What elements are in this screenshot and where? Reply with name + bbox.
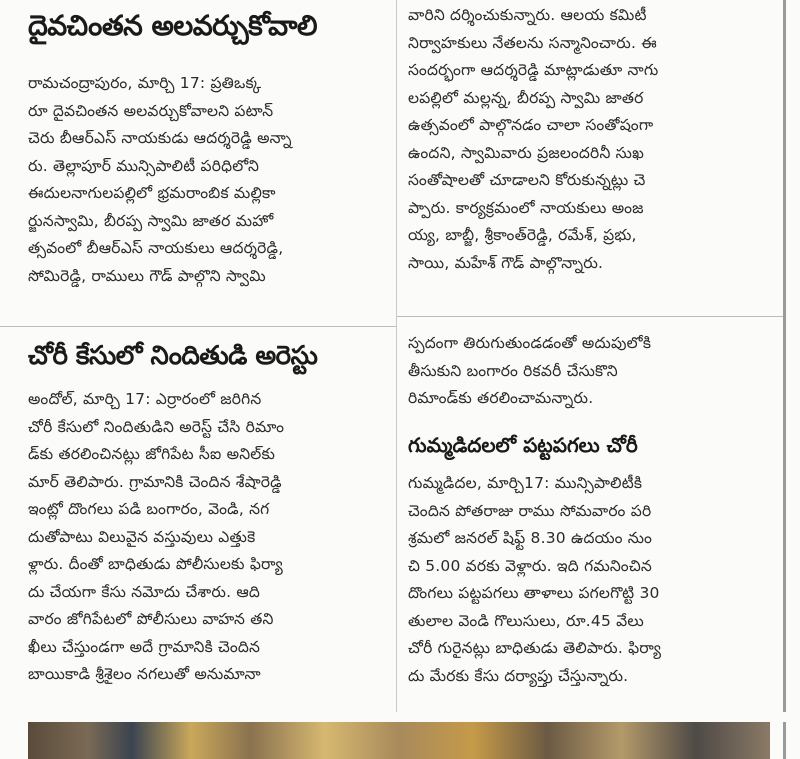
text-line: చెరు బీఆర్ఎస్ నాయకుడు ఆదర్శరెడ్డి అన్నా	[28, 129, 292, 147]
text-line: గుమ్మడిదల, మార్చి17: మున్సిపాలిటీకి	[408, 474, 643, 492]
text-line: వారిని దర్శించుకున్నారు. ఆలయ కమిటీ	[408, 6, 647, 24]
photo-strip-image	[28, 722, 770, 759]
text-line: దు మేరకు కేసు దర్యాప్తు చేస్తున్నారు.	[408, 666, 629, 685]
article1-headline-block	[28, 6, 388, 46]
section-divider-right	[397, 316, 783, 317]
text-line: తులాల వెండి గొలుసులు, రూ.45 వేలు	[408, 611, 644, 630]
text-line: ఉందని, స్వామివారు ప్రజలందరినీ సుఖ	[408, 143, 644, 162]
section-divider-left	[0, 326, 397, 327]
text-line: అందోల్, మార్చి 17: ఎర్రారంలో జరిగిన	[28, 390, 262, 408]
text-line: సందర్భంగా ఆదర్శరెడ్డి మాట్లాడుతూ నాగు	[408, 61, 659, 79]
text-line: మార్ తెలిపారు. గ్రామానికి చెందిన శేషారెడ్డి	[28, 472, 282, 491]
text-line: రిమాండ్‌కు తరలించామన్నారు.	[408, 389, 594, 407]
text-line: చెందిన పోతరాజు రాము సోమవారం పరి	[408, 501, 652, 520]
article3-column	[408, 470, 770, 690]
text-line: సంతోషాలతో చూడాలని కోరుకున్నట్లు చె	[408, 171, 646, 189]
article3-headline-block	[408, 430, 770, 460]
text-line: రామచంద్రాపురం, మార్చి 17: ప్రతిఒక్క	[28, 74, 262, 92]
text-line: దొంగలు పట్టపగలు తాళాలు పగలగొట్టి 30	[408, 584, 660, 602]
article2-headline: చోరీ కేసులో నిందితుడి అరెస్టు	[28, 341, 318, 371]
text-line: బాయికాడి శ్రీశైలం నగలుతో అనుమానా	[28, 665, 261, 683]
photo-gap	[0, 712, 800, 722]
text-line: చి 5.00 వరకు వెళ్లారు. ఇది గమనించిన	[408, 556, 653, 575]
text-line: వారం జోగిపేటలో పోలీసులు వాహన తని	[28, 610, 274, 628]
text-line: చోరీ గురైనట్లు బాధితుడు తెలిపారు. ఫిర్యా	[408, 639, 662, 657]
text-line: తీసుకుని బంగారం రికవరీ చేసుకొని	[408, 361, 618, 380]
text-line: ఇంట్లో దొంగలు పడి బంగారం, వెండి, నగ	[28, 500, 270, 518]
page-edge	[783, 0, 786, 759]
text-line: దు చేయగా కేసు నమోదు చేశారు. ఆది	[28, 582, 261, 601]
text-line: నిర్వాహకులు నేతలను సన్మానించారు. ఈ	[408, 33, 657, 52]
article3-headline: గుమ్మడిదలలో పట్టపగలు చోరీ	[408, 433, 638, 457]
text-line: దుతోపాటు విలువైన వస్తువులు ఎత్తుకె	[28, 527, 256, 546]
text-line: డ్‌కు తరలించినట్లు జోగిపేట సీఐ అనిల్‌కు	[28, 445, 276, 463]
text-line: చోరీ కేసులో నిందితుడిని అరెస్ట్ చేసి రిమాం	[28, 417, 285, 436]
article1-right-column	[408, 2, 770, 277]
text-line: రు. తెల్లాపూర్ మున్సిపాలిటీ పరిధిలోని	[28, 156, 260, 175]
article1-left-column	[28, 70, 388, 290]
text-line: లపల్లిలో మల్లన్న, బీరప్ప స్వామి జాతర	[408, 88, 644, 107]
text-line: శ్రమలో జనరల్ షిఫ్ట్ 8.30 ఉదయం నుం	[408, 529, 653, 547]
article1-headline: దైవచింతన అలవర్చుకోవాలి	[28, 9, 317, 42]
text-line: య్య, బాబ్జీ, శ్రీకాంత్‌రెడ్డి, రమేశ్, ప్రభు,	[408, 226, 637, 244]
text-line: త్సవంలో బీఆర్ఎస్ నాయకులు ఆదర్శరెడ్డి,	[28, 239, 284, 257]
text-line: ళ్లారు. దీంతో బాధితుడు పోలీసులకు ఫిర్యా	[28, 555, 283, 573]
article2-left-column	[28, 386, 388, 689]
text-line: సోమిరెడ్డి, రాములు గౌడ్ పాల్గొని స్వామి	[28, 266, 266, 285]
article2-headline-block	[28, 336, 388, 376]
text-line: ప్పారు. కార్యక్రమంలో నాయకులు అంజ	[408, 198, 644, 217]
text-line: స్పదంగా తిరుగుతుండడంతో అదుపులోకి	[408, 334, 652, 352]
column-divider	[396, 0, 397, 722]
text-line: ఉత్సవంలో పాల్గొనడం చాలా సంతోషంగా	[408, 116, 654, 134]
text-line: సాయి, మహేశ్ గౌడ్ పాల్గొన్నారు.	[408, 253, 604, 272]
text-line: ఈదులనాగులపల్లిలో భ్రమరాంబిక మల్లికా	[28, 184, 276, 202]
text-line: రూ దైవచింతన అలవర్చుకోవాలని పటాన్	[28, 101, 274, 120]
text-line: ఖీలు చేస్తుండగా అదే గ్రామానికి చెందిన	[28, 637, 261, 656]
text-line: ర్జునస్వామి, బీరప్ప స్వామి జాతర మహో	[28, 211, 274, 230]
article2-right-column	[408, 330, 770, 413]
